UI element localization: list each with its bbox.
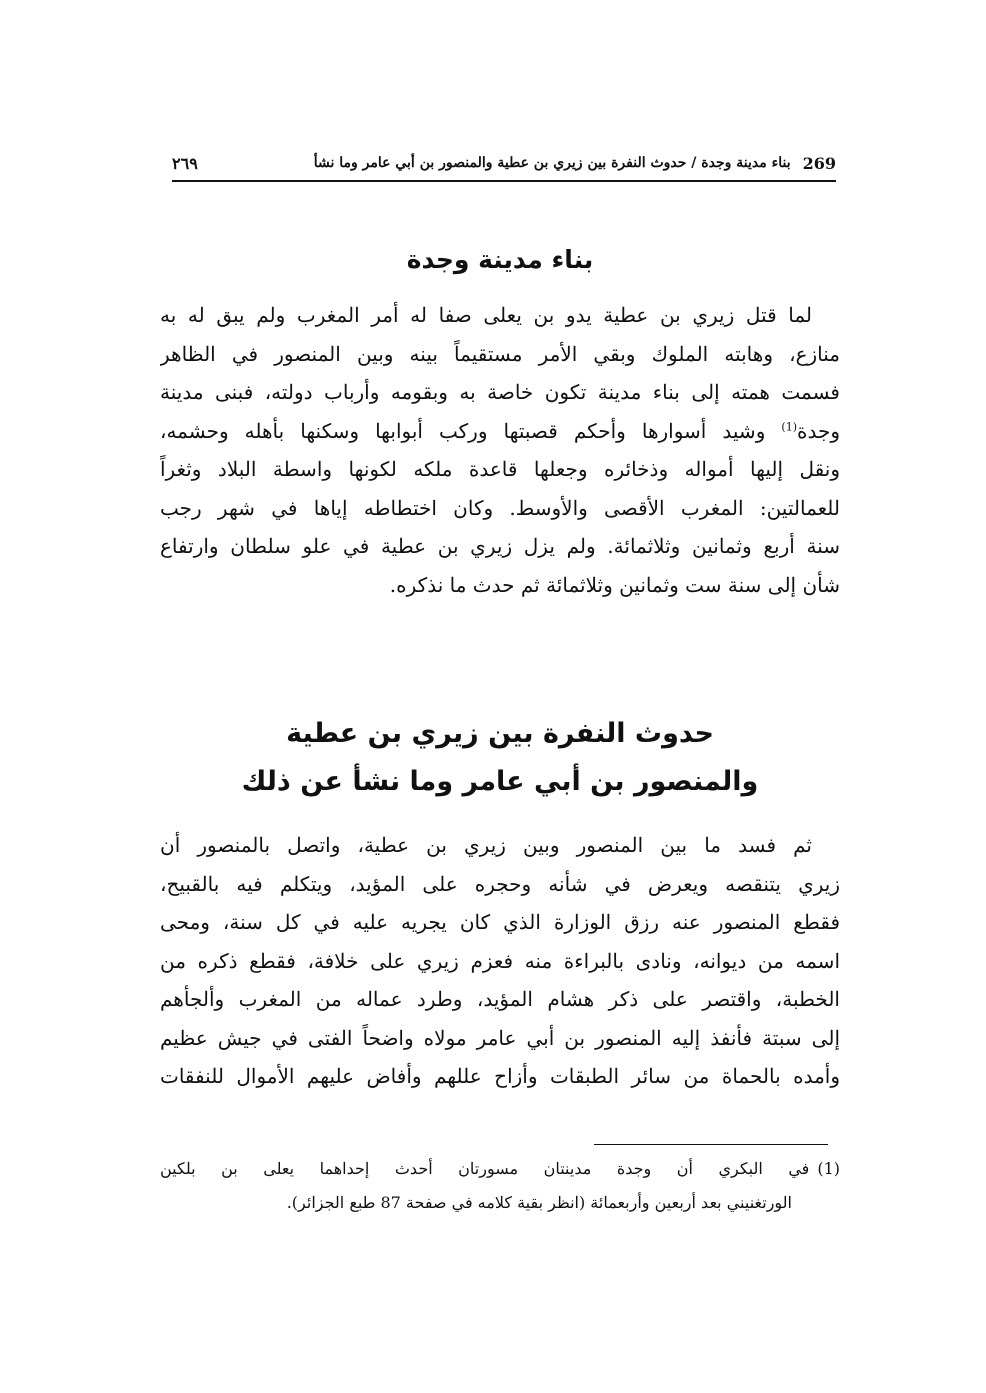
paragraph-line: فسمت همته إلى بناء مدينة تكون خاصة به وبقومه وأرباب دولته، فبنى مدينة xyxy=(160,380,840,404)
paragraph-line: للعمالتين: المغرب الأقصى والأوسط. وكان اختطاطه إياها في شهر رجب xyxy=(160,495,840,520)
section-heading-nafra xyxy=(160,710,840,806)
running-header xyxy=(172,148,836,178)
paragraph-line: لما قتل زيري بن عطية يدو بن يعلى صفا له أمر المغرب ولم يبق له به xyxy=(160,303,812,327)
section2-paragraph xyxy=(160,826,840,1096)
section1-paragraph xyxy=(160,296,840,604)
paragraph-line: ونقل إليها أمواله وذخائره وجعلها قاعدة ملكه لكونها واسطة البلاد وثغراً xyxy=(160,457,840,481)
section-heading-line-2: والمنصور بن أبي عامر وما نشأ عن ذلك xyxy=(241,766,759,797)
paragraph-line-text: وشيد أسوارها وأحكم قصبتها وركب أبوابها وسكنها بأهله وحشمه، xyxy=(160,418,766,443)
footnote xyxy=(160,1152,840,1220)
paragraph-line: اسمه من ديوانه، ونادى بالبراءة منه فعزم زيري على خلافة، فقطع ذكره من xyxy=(160,948,840,973)
section-heading-wajda: بناء مدينة وجدة xyxy=(406,245,594,274)
paragraph-line: زيري يتنقصه ويعرض في شأنه وحجره على المؤيد، ويتكلم فيه بالقبيح، xyxy=(160,871,840,896)
footnote-marker: (1) xyxy=(817,1159,840,1178)
paragraph-line: الخطبة، واقتصر على ذكر هشام المؤيد، وطرد عماله من المغرب وألجأهم xyxy=(160,987,840,1011)
footnote-anchor-word: وجدة xyxy=(797,418,840,443)
page-number-arabic: ٢٦٩ xyxy=(172,153,198,173)
paragraph-line: شأن إلى سنة ست وثمانين وثلاثمائة ثم حدث ما نذكره. xyxy=(389,572,840,597)
footnote-text-1: في البكري أن وجدة مدينتان مسورتان أحدث إحداهما يعلى بن بلكين xyxy=(160,1159,810,1178)
paragraph-line: وأمده بالحماة من سائر الطبقات وأزاح عللهم وأفاض عليهم الأموال للنفقات xyxy=(160,1064,840,1088)
paragraph-line: منازع، وهابته الملوك وبقي الأمر مستقيماً بينه وبين المنصور في الظاهر xyxy=(160,341,840,366)
paragraph-line: سنة أربع وثمانين وثلاثمائة. ولم يزل زيري بن عطية في علو سلطان وارتفاع xyxy=(160,534,840,558)
section-heading-line-1: حدوث النفرة بين زيري بن عطية xyxy=(286,718,714,749)
page-number-latin: 269 xyxy=(802,153,836,173)
running-header-title: بناء مدينة وجدة / حدوث النفرة بين زيري بن عطية والمنصور بن أبي عامر وما نشأ xyxy=(313,155,791,171)
footnote-rule xyxy=(594,1144,828,1145)
footnote-line-1 xyxy=(160,1152,840,1186)
paragraph-line: ثم فسد ما بين المنصور وبين زيري بن عطية، واتصل بالمنصور أن xyxy=(160,833,812,857)
footnote-reference[interactable]: (1) xyxy=(781,419,797,433)
header-rule xyxy=(172,180,836,182)
footnote-line-2: الورتغنيني بعد أربعين وأربعمائة (انظر بقية كلامه في صفحة 87 طبع الجزائر). xyxy=(286,1193,792,1212)
paragraph-line-with-footnote xyxy=(160,412,840,451)
paragraph-line: فقطع المنصور عنه رزق الوزارة الذي كان يجريه عليه في كل سنة، ومحى xyxy=(160,910,840,934)
paragraph-line: إلى سبتة فأنفذ إليه المنصور بن أبي عامر مولاه واضحاً الفتى في جيش عظيم xyxy=(160,1025,840,1050)
